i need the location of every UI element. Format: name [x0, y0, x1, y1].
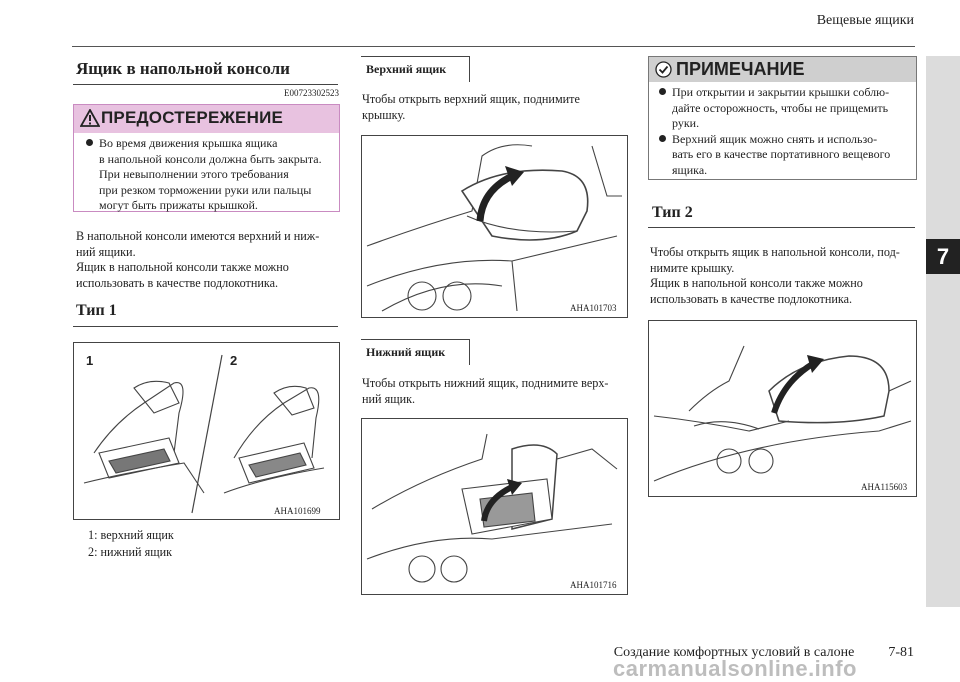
warning-line: Во время движения крышка ящика [99, 136, 278, 150]
para-line: ний ящик. [362, 391, 416, 406]
para-line: Чтобы открыть верхний ящик, поднимите [362, 92, 580, 106]
figure-legend [88, 527, 174, 561]
note-line: ящика. [672, 162, 708, 177]
warning-line: в напольной консоли должна быть закрыта. [99, 151, 322, 166]
note-header [649, 57, 916, 82]
figure-type2-illustration [649, 321, 916, 496]
figure-code: AHA101716 [570, 580, 617, 590]
document-code: E00723302523 [284, 88, 339, 98]
section-title: Ящик в напольной консоли [76, 59, 290, 78]
legend-item: 1: верхний ящик [88, 528, 174, 542]
figure-type1 [73, 342, 340, 520]
type1-title: Тип 1 [76, 302, 117, 319]
figure-upper-box-illustration [362, 136, 627, 317]
type2-rule [648, 227, 915, 228]
legend-item: 2: нижний ящик [88, 545, 173, 559]
figure-lower-box [361, 418, 628, 595]
chapter-number: 7 [926, 239, 960, 274]
note-text [659, 85, 890, 178]
para-line: Ящик в напольной консоли также можно [650, 276, 863, 290]
note-box [648, 56, 917, 180]
upper-box-text [362, 92, 580, 123]
note-line: руки. [672, 116, 700, 130]
figure-type1-illustration [74, 343, 339, 519]
warning-line: могут быть прижаты крышкой. [99, 198, 258, 212]
warning-title: ПРЕДОСТЕРЕЖЕНИЕ [101, 108, 284, 127]
para-line: крышку. [362, 107, 406, 122]
watermark: carmanualsonline.info [613, 656, 857, 681]
figure-lower-box-illustration [362, 419, 627, 594]
warning-box [73, 104, 340, 212]
lower-box-text [362, 376, 608, 407]
figure-upper-box [361, 135, 628, 318]
figure-type2 [648, 320, 917, 497]
warning-line: при резком торможении руки или пальцы [99, 182, 312, 197]
page-header-title: Вещевые ящики [816, 13, 914, 28]
para-line: Чтобы открыть нижний ящик, поднимите верх- [362, 376, 609, 390]
note-title: ПРИМЕЧАНИЕ [676, 59, 805, 79]
figure-code: AHA101699 [274, 506, 321, 516]
type2-title: Тип 2 [652, 204, 693, 221]
para-line: Ящик в напольной консоли также можно [76, 260, 289, 274]
lower-box-label: Нижний ящик [361, 339, 470, 365]
type2-paragraph [650, 245, 900, 307]
note-line: При открытии и закрытии крышки соблю- [672, 85, 890, 99]
checkmark-icon [655, 61, 672, 78]
type1-rule [73, 326, 338, 327]
warning-triangle-icon [80, 109, 100, 127]
warning-header [74, 105, 339, 133]
chapter-side-tab [926, 56, 960, 607]
figure-label-2: 2 [230, 353, 238, 368]
note-line: вать его в качестве портативного вещевого [672, 147, 891, 161]
upper-box-label: Верхний ящик [361, 56, 470, 82]
para-line: ний ящики. [76, 244, 136, 259]
section-title-rule [73, 84, 338, 85]
para-line: использовать в качестве подлокотника. [76, 275, 279, 290]
para-line: использовать в качестве подлокотника. [650, 291, 853, 306]
note-line: дайте осторожность, чтобы не прищемить [672, 100, 889, 115]
figure-label-1: 1 [86, 353, 94, 368]
bullet-icon [86, 139, 93, 146]
intro-paragraph [76, 229, 319, 291]
header-divider [72, 46, 915, 47]
para-line: нимите крышку. [650, 260, 735, 275]
warning-line: При невыполнении этого требования [99, 167, 289, 181]
para-line: Чтобы открыть ящик в напольной консоли, под- [650, 245, 900, 259]
bullet-icon [659, 88, 666, 95]
note-line: Верхний ящик можно снять и использо- [672, 131, 878, 146]
warning-text [86, 136, 322, 214]
figure-code: AHA115603 [861, 482, 908, 492]
footer-section: Создание комфортных условий в салоне [613, 645, 855, 660]
figure-code: AHA101703 [570, 303, 617, 313]
page-number: 7-81 [888, 645, 914, 660]
bullet-icon [659, 135, 666, 142]
para-line: В напольной консоли имеются верхний и ниж- [76, 229, 320, 243]
